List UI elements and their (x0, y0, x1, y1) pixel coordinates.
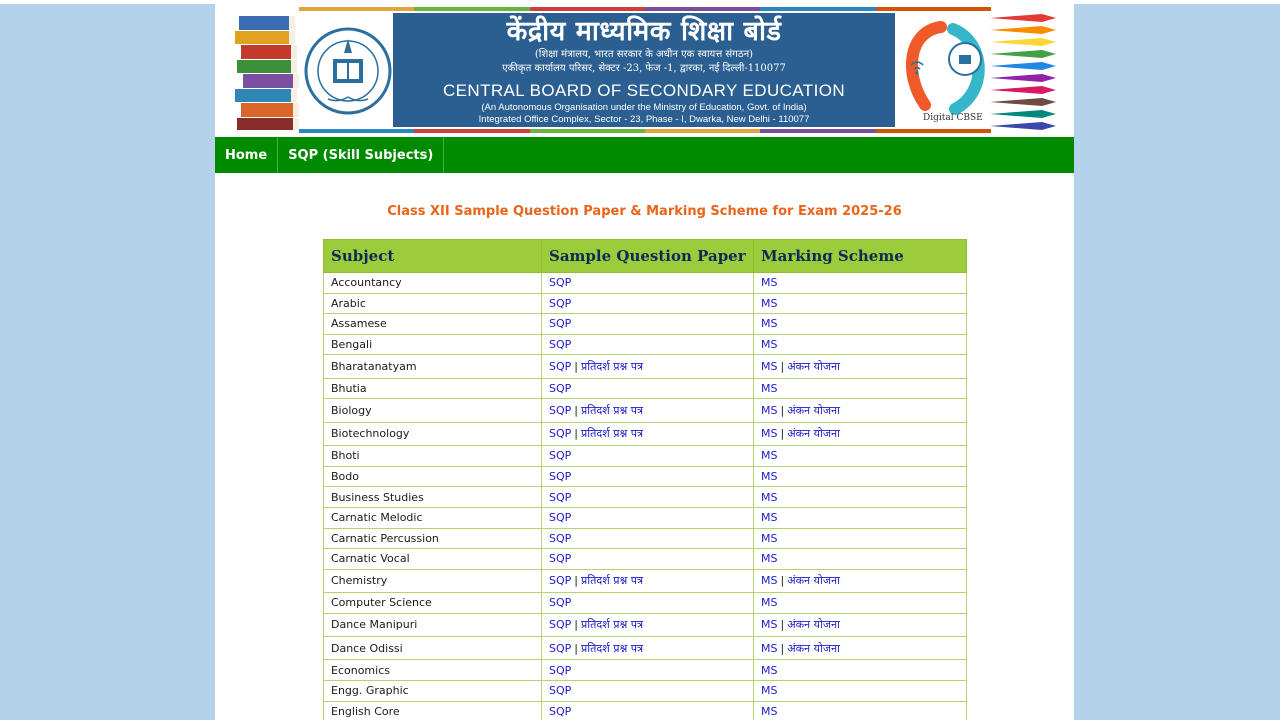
ms-cell (754, 334, 967, 355)
header-banner (215, 4, 1074, 137)
subject-cell: Carnatic Vocal (324, 549, 542, 570)
table-row (324, 660, 967, 681)
table-row (324, 355, 967, 378)
subject-cell: Computer Science (324, 593, 542, 614)
ms-cell (754, 314, 967, 335)
table-row (324, 637, 967, 660)
ms-link[interactable]: MS (761, 511, 778, 525)
sqp-hindi-link[interactable]: प्रतिदर्श प्रश्न पत्र (581, 404, 644, 418)
sqp-link[interactable]: SQP (549, 684, 572, 698)
ms-link[interactable]: MS (761, 684, 778, 698)
sqp-hindi-link[interactable]: प्रतिदर्श प्रश्न पत्र (581, 427, 644, 441)
ms-link[interactable]: MS (761, 276, 778, 290)
ms-cell (754, 613, 967, 636)
subject-cell: English Core (324, 701, 542, 720)
ms-link[interactable]: MS (761, 449, 778, 463)
ms-link[interactable]: MS (761, 317, 778, 331)
table-row (324, 422, 967, 445)
table-row (324, 549, 967, 570)
sqp-cell (542, 422, 754, 445)
sqp-link[interactable]: SQP (549, 531, 572, 545)
subject-cell: Bhoti (324, 446, 542, 467)
sqp-link[interactable]: SQP (549, 276, 572, 290)
ms-cell (754, 660, 967, 681)
ms-cell (754, 701, 967, 720)
sqp-cell (542, 637, 754, 660)
sqp-link[interactable]: SQP (549, 427, 572, 441)
ms-cell (754, 466, 967, 487)
link-separator: | (574, 404, 578, 418)
link-separator: | (780, 360, 785, 374)
ms-link[interactable]: MS (761, 704, 778, 718)
sqp-cell (542, 466, 754, 487)
ms-cell (754, 378, 967, 399)
sqp-cell (542, 314, 754, 335)
sqp-cell (542, 378, 754, 399)
subject-cell: Bhutia (324, 378, 542, 399)
pencils-icon (990, 10, 1060, 132)
english-subtitle: (An Autonomous Organisation under the Ministry of Education, Govt. of India) (481, 102, 807, 113)
subject-cell: Carnatic Melodic (324, 507, 542, 528)
ms-cell (754, 569, 967, 592)
sqp-link[interactable]: SQP (549, 360, 572, 374)
sqp-cell (542, 507, 754, 528)
hindi-subtitle: (शिक्षा मंत्रालय, भारत सरकार के अधीन एक स्वायत्त संगठन) (534, 49, 754, 60)
digital-cbse-caption: Digital CBSE (923, 113, 983, 123)
sqp-link[interactable]: SQP (549, 618, 572, 632)
ms-cell (754, 446, 967, 467)
table-row (324, 314, 967, 335)
hindi-address: एकीकृत कार्यालय परिसर, सेक्टर -23, फेज -1, द्वारका, नई दिल्ली-110077 (502, 63, 786, 74)
digital-cbse-logo (895, 13, 991, 127)
ms-cell (754, 681, 967, 702)
ms-hindi-link[interactable]: अंकन योजना (787, 404, 841, 418)
ms-hindi-link[interactable]: अंकन योजना (787, 427, 841, 441)
ms-link[interactable]: MS (761, 360, 778, 374)
ms-cell (754, 507, 967, 528)
ms-cell (754, 273, 967, 294)
sqp-cell (542, 446, 754, 467)
sqp-cell (542, 399, 754, 422)
ms-cell (754, 293, 967, 314)
table-row (324, 446, 967, 467)
subject-cell: Dance Manipuri (324, 613, 542, 636)
sqp-link[interactable]: SQP (549, 317, 572, 331)
table-row (324, 399, 967, 422)
sqp-cell (542, 293, 754, 314)
sqp-link[interactable]: SQP (549, 511, 572, 525)
ms-link[interactable]: MS (761, 618, 778, 632)
ms-link[interactable]: MS (761, 574, 778, 588)
color-stripe-bottom (299, 129, 991, 133)
english-board-title: CENTRAL BOARD OF SECONDARY EDUCATION (443, 81, 845, 100)
ms-link[interactable]: MS (761, 663, 778, 677)
sqp-link[interactable]: SQP (549, 490, 572, 504)
subject-cell: Bharatanatyam (324, 355, 542, 378)
sqp-cell (542, 549, 754, 570)
ms-link[interactable]: MS (761, 531, 778, 545)
table-row (324, 613, 967, 636)
subject-cell: Carnatic Percussion (324, 528, 542, 549)
subject-cell: Chemistry (324, 569, 542, 592)
link-separator: | (574, 427, 578, 441)
ms-link[interactable]: MS (761, 490, 778, 504)
ms-cell (754, 422, 967, 445)
board-title-panel (393, 13, 895, 127)
books-icon (233, 12, 301, 132)
ms-cell (754, 399, 967, 422)
subject-cell: Economics (324, 660, 542, 681)
sqp-hindi-link[interactable]: प्रतिदर्श प्रश्न पत्र (581, 574, 644, 588)
table-body (324, 273, 967, 720)
sqp-link[interactable]: SQP (549, 338, 572, 352)
sqp-link[interactable]: SQP (549, 449, 572, 463)
sqp-cell (542, 273, 754, 294)
english-address: Integrated Office Complex, Sector - 23, Phase - I, Dwarka, New Delhi - 110077 (478, 114, 810, 125)
cbse-emblem-icon (303, 13, 393, 127)
subject-cell: Dance Odissi (324, 637, 542, 660)
sqp-cell (542, 593, 754, 614)
sqp-cell (542, 701, 754, 720)
ms-link[interactable]: MS (761, 552, 778, 566)
ms-link[interactable]: MS (761, 404, 778, 418)
sqp-link[interactable]: SQP (549, 296, 572, 310)
hindi-board-title: केंद्रीय माध्यमिक शिक्षा बोर्ड (506, 16, 782, 47)
link-separator: | (780, 404, 785, 418)
table-row (324, 293, 967, 314)
col-header-ms: Marking Scheme (754, 240, 967, 273)
table-row (324, 701, 967, 720)
nav-home[interactable]: Home (215, 137, 278, 173)
ms-hindi-link[interactable]: अंकन योजना (787, 641, 841, 655)
link-separator: | (780, 427, 785, 441)
link-separator: | (780, 618, 785, 632)
table-row (324, 273, 967, 294)
link-separator: | (574, 574, 578, 588)
page-title: Class XII Sample Question Paper & Marking Scheme for Exam 2025-26 (387, 204, 902, 219)
subject-cell: Arabic (324, 293, 542, 314)
sqp-link[interactable]: SQP (549, 382, 572, 396)
subject-cell: Biotechnology (324, 422, 542, 445)
ms-cell (754, 549, 967, 570)
link-separator: | (574, 641, 578, 655)
sqp-link[interactable]: SQP (549, 641, 572, 655)
link-separator: | (574, 360, 578, 374)
subject-cell: Engg. Graphic (324, 681, 542, 702)
sqp-link[interactable]: SQP (549, 596, 572, 610)
sqp-link[interactable]: SQP (549, 663, 572, 677)
sqp-link[interactable]: SQP (549, 704, 572, 718)
sqp-cell (542, 569, 754, 592)
sqp-hindi-link[interactable]: प्रतिदर्श प्रश्न पत्र (581, 360, 644, 374)
table-row (324, 569, 967, 592)
sqp-table (323, 239, 967, 720)
banner-main (299, 7, 991, 133)
ms-link[interactable]: MS (761, 427, 778, 441)
sqp-cell (542, 355, 754, 378)
sqp-cell (542, 681, 754, 702)
col-header-sqp: Sample Question Paper (542, 240, 754, 273)
table-row (324, 487, 967, 508)
color-stripe (299, 7, 991, 11)
sqp-cell (542, 528, 754, 549)
sqp-link[interactable]: SQP (549, 574, 572, 588)
sqp-link[interactable]: SQP (549, 404, 572, 418)
sqp-hindi-link[interactable]: प्रतिदर्श प्रश्न पत्र (581, 641, 644, 655)
ms-hindi-link[interactable]: अंकन योजना (787, 618, 841, 632)
sqp-cell (542, 334, 754, 355)
table-row (324, 466, 967, 487)
ms-link[interactable]: MS (761, 596, 778, 610)
sqp-cell (542, 487, 754, 508)
table-row (324, 681, 967, 702)
table-row (324, 378, 967, 399)
ms-link[interactable]: MS (761, 470, 778, 484)
ms-link[interactable]: MS (761, 296, 778, 310)
sqp-cell (542, 613, 754, 636)
col-header-subject: Subject (324, 240, 542, 273)
ms-link[interactable]: MS (761, 382, 778, 396)
link-separator: | (574, 618, 578, 632)
sqp-link[interactable]: SQP (549, 552, 572, 566)
ms-cell (754, 593, 967, 614)
ms-cell (754, 528, 967, 549)
subject-cell: Accountancy (324, 273, 542, 294)
sqp-link[interactable]: SQP (549, 470, 572, 484)
sqp-hindi-link[interactable]: प्रतिदर्श प्रश्न पत्र (581, 618, 644, 632)
ms-cell (754, 487, 967, 508)
ms-cell (754, 355, 967, 378)
ms-hindi-link[interactable]: अंकन योजना (787, 574, 841, 588)
subject-cell: Assamese (324, 314, 542, 335)
sqp-cell (542, 660, 754, 681)
table-row (324, 507, 967, 528)
cbse-logo (303, 13, 393, 127)
link-separator: | (780, 641, 785, 655)
subject-cell: Bengali (324, 334, 542, 355)
subject-cell: Business Studies (324, 487, 542, 508)
ms-link[interactable]: MS (761, 338, 778, 352)
link-separator: | (780, 574, 785, 588)
nav-sqp-skill-subjects[interactable]: SQP (Skill Subjects) (278, 137, 444, 173)
table-row (324, 593, 967, 614)
subject-cell: Bodo (324, 466, 542, 487)
main-nav (215, 137, 1074, 173)
ms-cell (754, 637, 967, 660)
page-container (215, 4, 1074, 720)
table-header-row (324, 240, 967, 273)
digital-cbse-icon (895, 13, 991, 127)
ms-link[interactable]: MS (761, 641, 778, 655)
subject-cell: Biology (324, 399, 542, 422)
ms-hindi-link[interactable]: अंकन योजना (787, 360, 841, 374)
table-row (324, 528, 967, 549)
table-row (324, 334, 967, 355)
